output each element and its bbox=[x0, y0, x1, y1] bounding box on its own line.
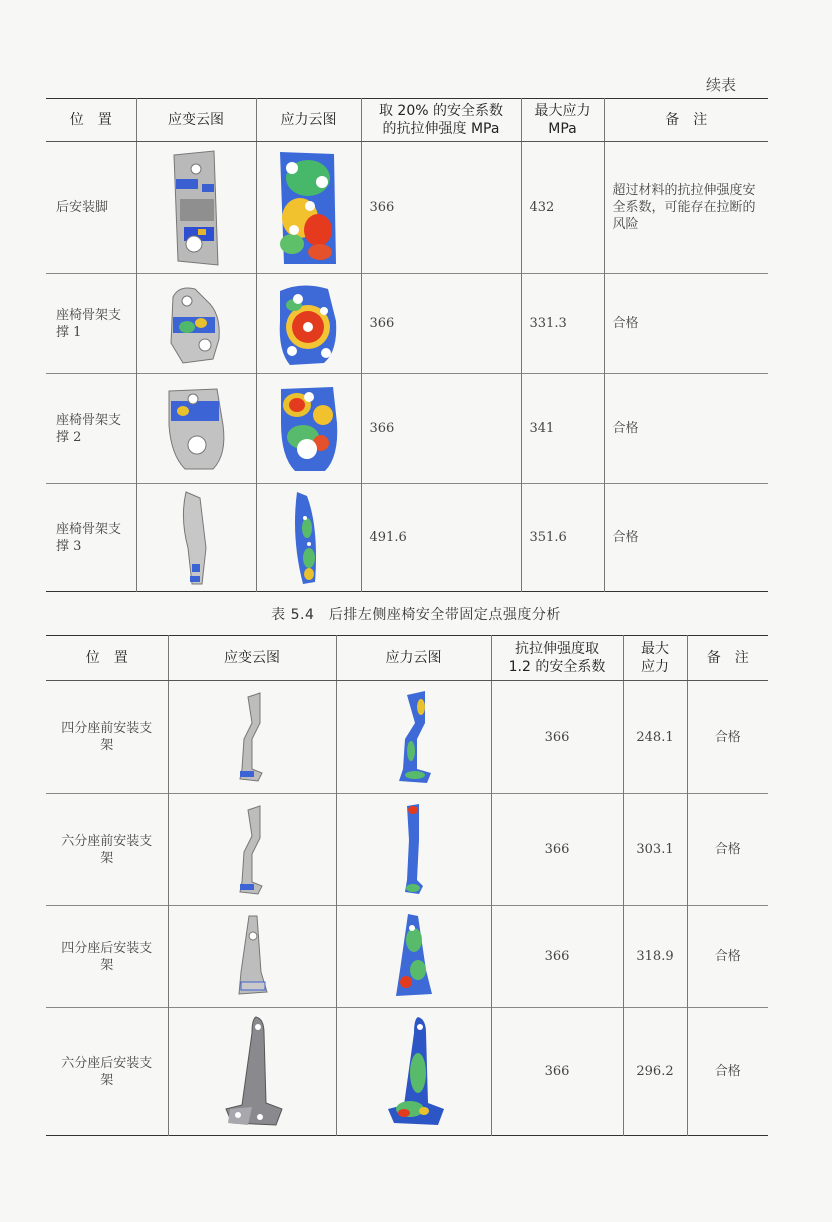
row-tensile-strength: 366 bbox=[361, 374, 521, 484]
strain-contour-image bbox=[136, 484, 256, 592]
header-stress-contour: 应力云图 bbox=[256, 99, 361, 142]
table-row bbox=[46, 374, 768, 484]
continued-label: 续表 bbox=[706, 76, 737, 94]
row-tensile-strength: 366 bbox=[361, 142, 521, 274]
table-row bbox=[46, 274, 768, 374]
row-position: 四分座后安装支架 bbox=[46, 906, 168, 1008]
row-position: 座椅骨架支撑 1 bbox=[46, 274, 136, 374]
header-strain-contour: 应变云图 bbox=[168, 636, 336, 681]
strain-contour-image bbox=[136, 274, 256, 374]
header-stress-contour: 应力云图 bbox=[336, 636, 491, 681]
row-remark: 合格 bbox=[687, 906, 768, 1008]
header-remark: 备 注 bbox=[687, 636, 768, 681]
strain-contour-image bbox=[136, 374, 256, 484]
row-remark: 合格 bbox=[687, 1008, 768, 1136]
row-max-stress: 303.1 bbox=[623, 794, 687, 906]
stress-contour-image bbox=[256, 274, 361, 374]
stress-contour-image bbox=[336, 681, 491, 794]
row-max-stress: 331.3 bbox=[521, 274, 604, 374]
row-tensile-strength: 366 bbox=[491, 681, 623, 794]
row-remark: 合格 bbox=[604, 374, 768, 484]
row-tensile-strength: 366 bbox=[491, 906, 623, 1008]
table-2-caption: 表 5.4 后排左侧座椅安全带固定点强度分析 bbox=[271, 607, 561, 623]
header-position: 位 置 bbox=[46, 99, 136, 142]
stress-contour-image bbox=[256, 484, 361, 592]
stress-contour-image bbox=[336, 906, 491, 1008]
row-remark: 合格 bbox=[604, 484, 768, 592]
row-max-stress: 318.9 bbox=[623, 906, 687, 1008]
row-tensile-strength: 366 bbox=[491, 1008, 623, 1136]
header-max-stress: 最大 应力 bbox=[623, 636, 687, 681]
strain-contour-image bbox=[136, 142, 256, 274]
stress-contour-image bbox=[256, 374, 361, 484]
table-1-header-row bbox=[46, 99, 768, 142]
row-remark: 合格 bbox=[604, 274, 768, 374]
stress-contour-image bbox=[256, 142, 361, 274]
header-max-stress: 最大应力 MPa bbox=[521, 99, 604, 142]
row-tensile-strength: 491.6 bbox=[361, 484, 521, 592]
table-row bbox=[46, 794, 768, 906]
strain-contour-image bbox=[168, 681, 336, 794]
row-tensile-strength: 366 bbox=[361, 274, 521, 374]
header-tensile-strength: 抗拉伸强度取 1.2 的安全系数 bbox=[491, 636, 623, 681]
strain-contour-image bbox=[168, 906, 336, 1008]
row-position: 后安装脚 bbox=[46, 142, 136, 274]
stress-contour-image bbox=[336, 794, 491, 906]
table-row bbox=[46, 484, 768, 592]
table-2-header-row bbox=[46, 636, 768, 681]
row-remark: 合格 bbox=[687, 681, 768, 794]
row-remark: 合格 bbox=[687, 794, 768, 906]
stress-contour-image bbox=[336, 1008, 491, 1136]
row-tensile-strength: 366 bbox=[491, 794, 623, 906]
row-position: 四分座前安装支架 bbox=[46, 681, 168, 794]
header-position: 位 置 bbox=[46, 636, 168, 681]
header-strain-contour: 应变云图 bbox=[136, 99, 256, 142]
table-row bbox=[46, 906, 768, 1008]
row-max-stress: 351.6 bbox=[521, 484, 604, 592]
row-position: 座椅骨架支撑 3 bbox=[46, 484, 136, 592]
table-2 bbox=[46, 635, 768, 1136]
row-max-stress: 296.2 bbox=[623, 1008, 687, 1136]
row-position: 六分座后安装支架 bbox=[46, 1008, 168, 1136]
row-position: 六分座前安装支架 bbox=[46, 794, 168, 906]
table-1 bbox=[46, 98, 768, 592]
strain-contour-image bbox=[168, 1008, 336, 1136]
table-row bbox=[46, 681, 768, 794]
table-row bbox=[46, 1008, 768, 1136]
row-position: 座椅骨架支撑 2 bbox=[46, 374, 136, 484]
header-tensile-strength: 取 20% 的安全系数 的抗拉伸强度 MPa bbox=[361, 99, 521, 142]
row-max-stress: 341 bbox=[521, 374, 604, 484]
table-row bbox=[46, 142, 768, 274]
header-remark: 备 注 bbox=[604, 99, 768, 142]
row-max-stress: 248.1 bbox=[623, 681, 687, 794]
row-max-stress: 432 bbox=[521, 142, 604, 274]
strain-contour-image bbox=[168, 794, 336, 906]
row-remark: 超过材料的抗拉伸强度安全系数，可能存在拉断的风险 bbox=[604, 142, 768, 274]
